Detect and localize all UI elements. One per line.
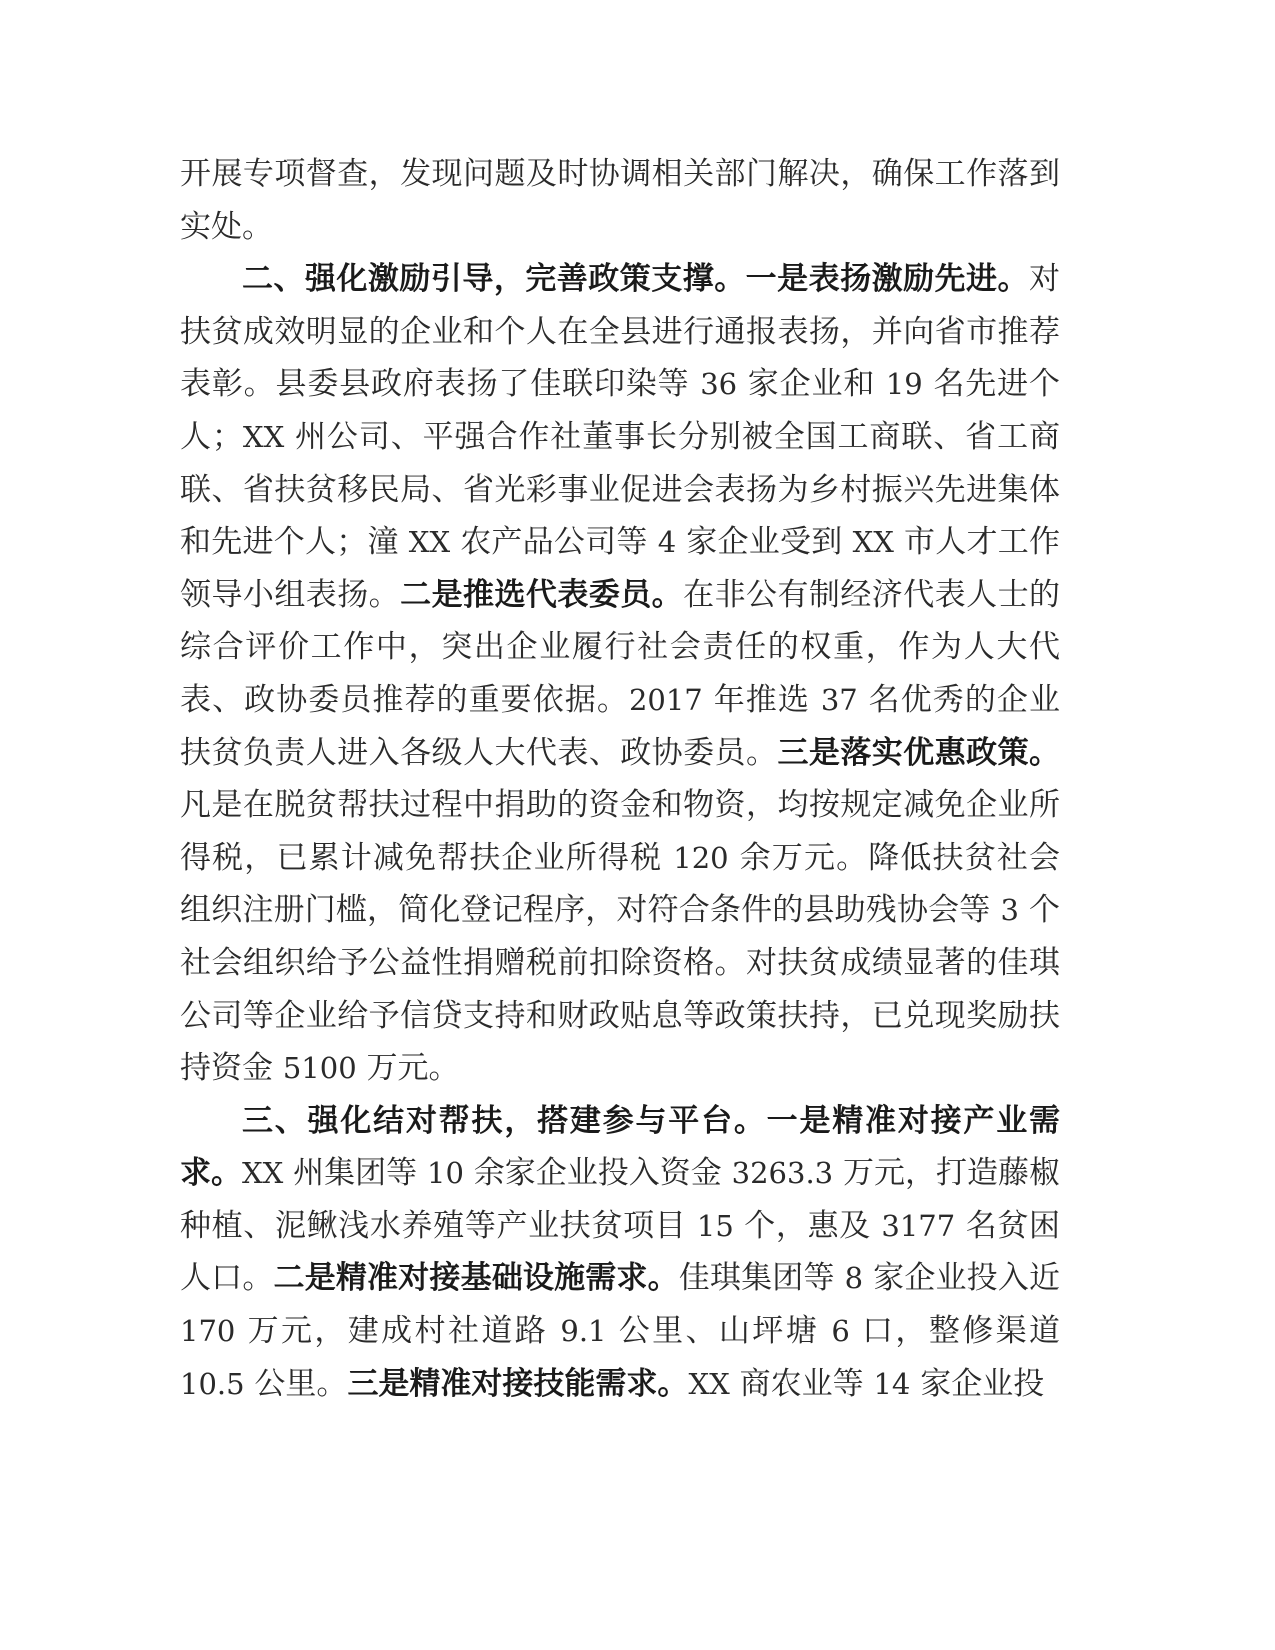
number-text: XX: [242, 1156, 284, 1191]
body-text: 余万元。降低扶贫社会组织注册门槛，简化登记程序，对符合条件的县助残协会等: [180, 839, 1061, 929]
body-text: 余家企业投入资金: [463, 1155, 732, 1192]
body-text: 商农业等: [729, 1365, 874, 1402]
document-body: [180, 148, 1060, 1410]
body-text: 口，整修渠道: [849, 1313, 1060, 1350]
body-text: 家企业投入近: [863, 1260, 1061, 1297]
number-text: 37: [820, 682, 858, 717]
number-text: 5100: [282, 1051, 357, 1086]
paragraph: [180, 253, 1060, 1095]
number-text: XX: [408, 525, 451, 560]
number-text: 170: [180, 1314, 236, 1349]
body-text: 个社会组织给予公益性捐赠税前扣除资格。对扶贫成绩显著的佳琪公司等企业给予信贷支持和财政贴息等政策扶持，已兑现奖励扶持资金: [180, 892, 1060, 1087]
body-text: 开展专项督查，发现问题及时协调相关部门解决，确保工作落到实处。: [180, 156, 1060, 245]
number-text: 15: [696, 1208, 734, 1243]
body-text: 佳琪集团等: [678, 1260, 845, 1297]
bold-heading-text: 二是精准对接基础设施需求。: [273, 1260, 679, 1297]
paragraph: [180, 1095, 1060, 1411]
body-text: 州公司、平强合作社董事长分别被全国工商联、省工商联、省扶贫移民局、省光彩事业促进会表扬为乡村振兴先进集体和先进个人；潼: [180, 418, 1061, 561]
body-text: 万元。: [356, 1050, 460, 1087]
number-text: XX: [688, 1366, 730, 1401]
number-text: XX: [242, 419, 285, 454]
number-text: 4: [657, 525, 677, 560]
bold-heading-text: 三是精准对接技能需求。: [347, 1365, 689, 1402]
body-text: 万元，建成村社道路: [235, 1313, 561, 1350]
body-text: 家企业投: [910, 1365, 1045, 1402]
body-text: 公里、山坪塘: [606, 1313, 832, 1350]
number-text: 2017: [628, 682, 703, 717]
bold-heading-text: 三、强化结对帮扶，搭建参与平台。一是精准对接产业需求。: [180, 1102, 1060, 1192]
body-text: 家企业受到: [676, 524, 853, 561]
body-text: 万元，打造藤椒种植、泥鳅浅水养殖等产业扶贫项目: [180, 1155, 1060, 1244]
number-text: 6: [831, 1314, 850, 1349]
body-text: 市人才工作领导小组表扬。: [180, 524, 1060, 613]
number-text: 10.5: [180, 1366, 245, 1401]
bold-heading-text: 二是推选代表委员。: [400, 576, 684, 613]
body-text: 州集团等: [283, 1155, 428, 1192]
paragraph: [180, 148, 1060, 253]
number-text: XX: [852, 525, 894, 560]
number-text: 14: [873, 1366, 911, 1401]
body-text: 公里。: [244, 1365, 348, 1402]
number-text: 9.1: [560, 1314, 607, 1349]
number-text: 10: [427, 1156, 464, 1191]
body-text: 家企业和: [737, 366, 886, 403]
number-text: 3: [1000, 893, 1019, 928]
bold-heading-text: 三是落实优惠政策。: [777, 734, 1061, 771]
number-text: 3177: [881, 1208, 956, 1243]
number-text: 3263.3: [731, 1156, 834, 1191]
body-text: 对扶贫成效明显的企业和个人在全县进行通报表扬，并向省市推荐表彰。县委县政府表扬了佳联印染等: [180, 261, 1060, 403]
body-text: 名优秀的企业扶贫负责人进入各级人大代表、政协委员。: [180, 681, 1060, 771]
body-text: 个，惠及: [733, 1207, 882, 1244]
body-text: 年推选: [702, 681, 821, 718]
bold-heading-text: 二、强化激励引导，完善政策支撑。一是表扬激励先进。: [242, 261, 1029, 298]
body-text: 农产品公司等: [450, 524, 658, 561]
body-text: 名先进个人；: [180, 366, 1060, 455]
number-text: 8: [844, 1261, 864, 1296]
body-text: 名贫困人口。: [180, 1207, 1061, 1297]
number-text: 120: [673, 840, 729, 875]
body-text: 凡是在脱贫帮扶过程中捐助的资金和物资，均按规定减免企业所得税，已累计减免帮扶企业所得税: [180, 787, 1060, 876]
body-text: 在非公有制经济代表人士的综合评价工作中，突出企业履行社会责任的权重，作为人大代表、政协委员推荐的重要依据。: [180, 576, 1061, 718]
number-text: 19: [885, 367, 923, 402]
number-text: 36: [700, 367, 738, 402]
